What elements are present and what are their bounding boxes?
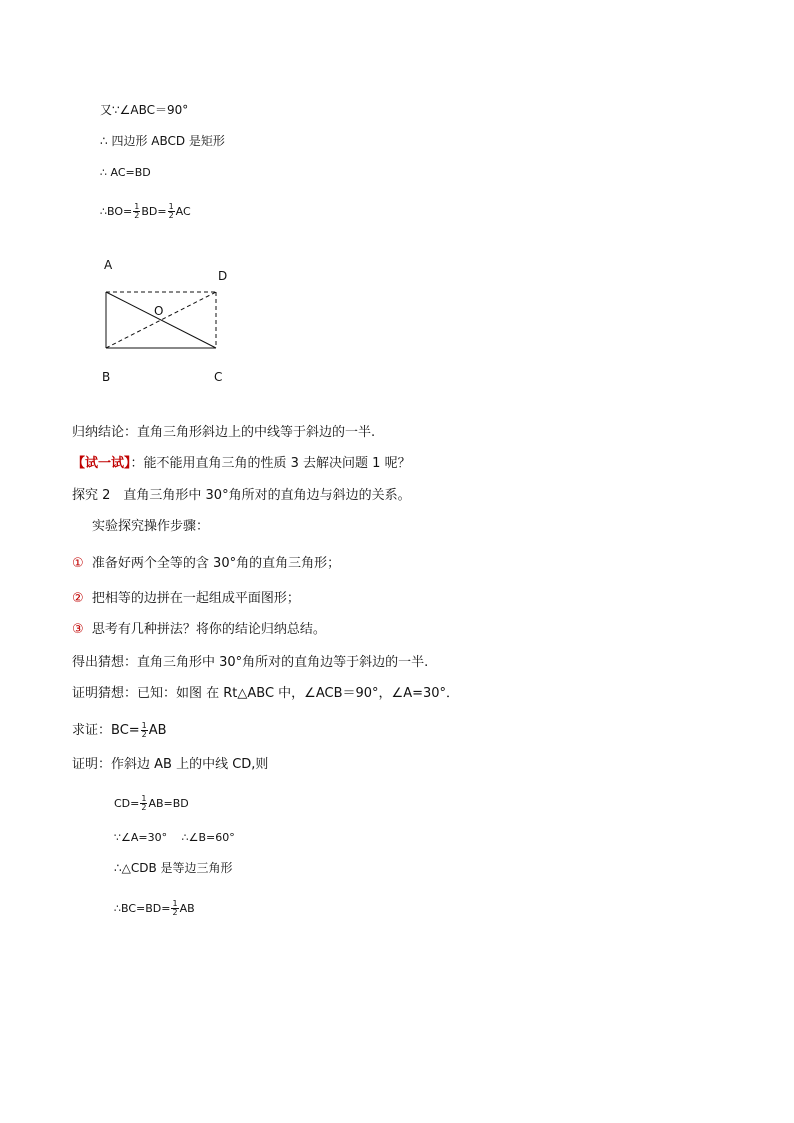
- proof-line-bo: [100, 198, 191, 224]
- conclusion-text: 归纳结论：直角三角形斜边上的中线等于斜边的一半.: [72, 425, 376, 440]
- steps-title: 实验探究操作步骤：: [92, 519, 210, 534]
- step-item-2: [72, 592, 300, 605]
- prove-conjecture-text: 证明猜想：已知：如图 在 Rt△ABC 中，∠ACB＝90°，∠A=30°．: [72, 686, 460, 701]
- label-o: O: [154, 304, 164, 318]
- explore-2-heading: 探究 2 直角三角形中 30°角所对的直角边与斜边的关系。: [72, 488, 411, 503]
- try-text: ：能不能用直角三角的性质 3 去解决问题 1 呢？: [130, 456, 411, 471]
- proof-line-cd: [114, 790, 189, 816]
- label-c: C: [214, 370, 223, 384]
- label-a: A: [104, 258, 113, 272]
- bo-suffix: AC: [175, 204, 191, 218]
- fraction-half: $\frac{1}{2}$: [141, 720, 147, 739]
- bo-mid: BD=: [141, 204, 167, 218]
- fraction-half: $\frac{1}{2}$: [134, 201, 140, 220]
- step-item-1: [72, 557, 340, 570]
- to-prove-suffix: AB: [148, 722, 167, 738]
- step-mark: ②: [72, 591, 84, 606]
- proof-line-ac-bd: ∴ AC=BD: [100, 166, 151, 179]
- step-item-3: [72, 623, 326, 636]
- fraction-half: $\frac{1}{2}$: [168, 201, 174, 220]
- proof-line-angle-abc: 又∵∠ABC＝90°: [100, 103, 189, 117]
- conjecture-text: 得出猜想：直角三角形中 30°角所对的直角边等于斜边的一半.: [72, 655, 429, 670]
- step-text: 思考有几种拼法？将你的结论归纳总结。: [91, 622, 326, 637]
- fraction-half: $\frac{1}{2}$: [172, 898, 178, 917]
- proof-line-bc: [114, 895, 195, 921]
- step-mark: ①: [72, 556, 84, 571]
- label-b: B: [102, 370, 111, 384]
- try-bracket: 【试一试】: [72, 456, 131, 471]
- step-mark: ③: [72, 622, 84, 637]
- proof-start-text: 证明：作斜边 AB 上的中线 CD,则: [72, 757, 269, 772]
- bo-prefix: ∴BO=: [100, 204, 133, 218]
- proof-line-rectangle: ∴ 四边形 ABCD 是矩形: [100, 134, 225, 148]
- to-prove-prefix: 求证：BC=: [72, 722, 140, 738]
- step-text: 准备好两个全等的含 30°角的直角三角形；: [91, 556, 341, 571]
- rectangle-diagram: [96, 252, 246, 392]
- fraction-half: $\frac{1}{2}$: [141, 793, 147, 812]
- label-d: D: [218, 269, 228, 283]
- proof-line-equilateral: ∴△CDB 是等边三角形: [114, 861, 233, 875]
- to-prove-line: [72, 717, 167, 743]
- bc-prefix: ∴BC=BD=: [114, 901, 171, 915]
- proof-line-angles: ∵∠A=30° ∴∠B=60°: [114, 831, 235, 844]
- cd-suffix: AB=BD: [148, 796, 189, 810]
- try-line: [72, 457, 411, 470]
- diagonal-ac: [106, 292, 216, 348]
- step-text: 把相等的边拼在一起组成平面图形；: [91, 591, 300, 606]
- bc-suffix: AB: [179, 901, 195, 915]
- cd-prefix: CD=: [114, 796, 140, 810]
